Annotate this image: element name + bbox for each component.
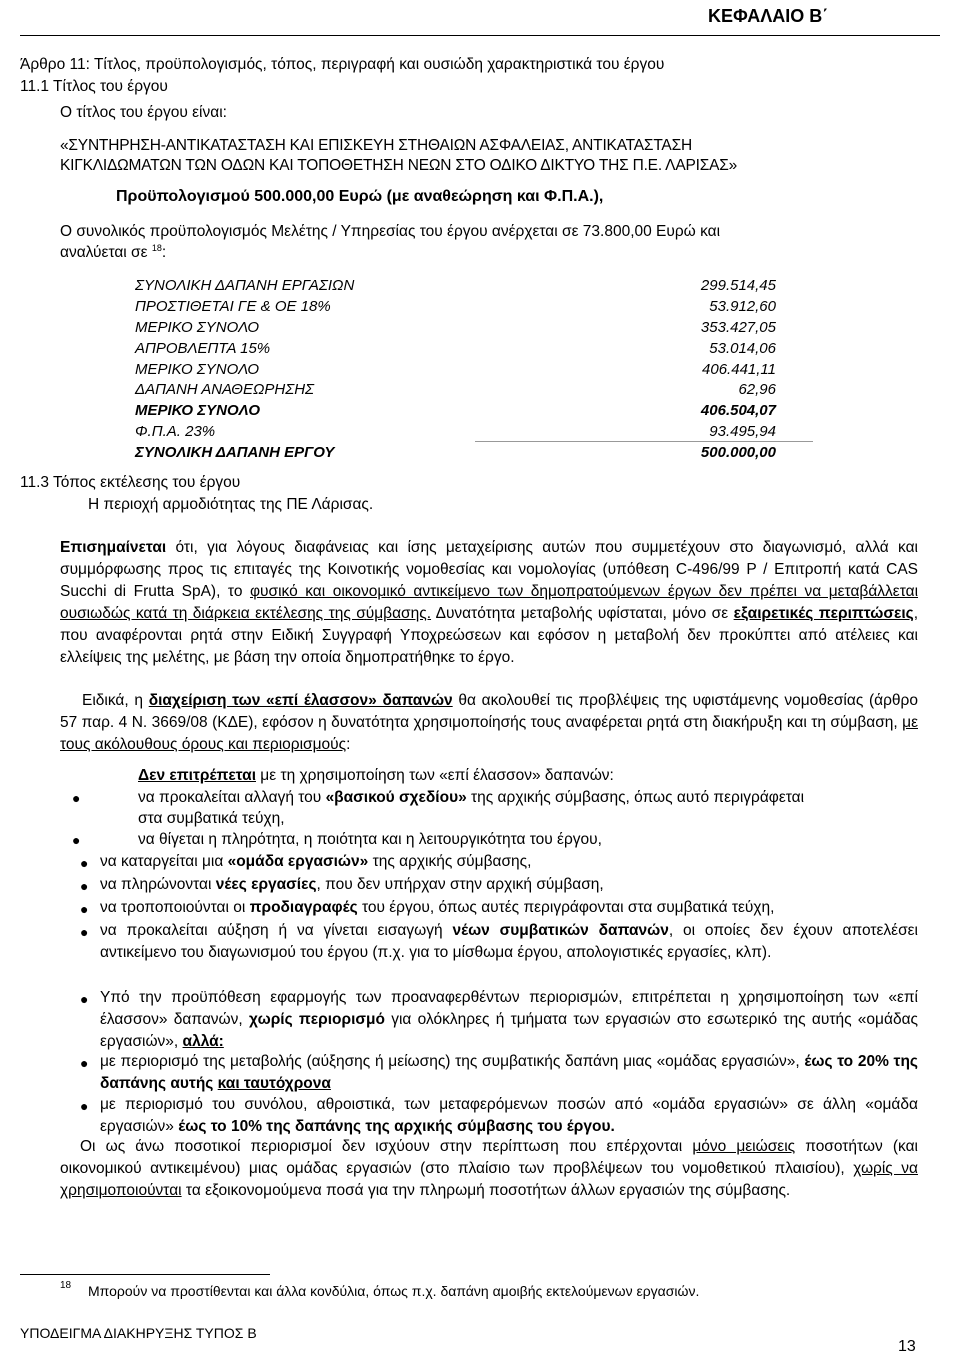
bullet-work-group: [100, 853, 531, 871]
budget-desc-colon: :: [161, 244, 167, 261]
bullet-bold-underlined: αλλά:: [182, 1033, 224, 1050]
bullet-bold: νέες εργασίες: [215, 876, 317, 893]
bullet-completeness: να θίγεται η πληρότητα, η ποιότητα και η λειτουργικότητα του έργου,: [138, 831, 602, 848]
bullet-text: με περιορισμό της μεταβολής (αύξησης ή μείωσης) της συμβατικής δαπάνη μιας «ομάδας εργασιών»,: [100, 1053, 805, 1070]
bullet-bold: έως το 10% της δαπάνης της αρχικής σύμβασης του έργου.: [178, 1118, 615, 1135]
footer-title: ΥΠΟΔΕΙΓΜΑ ΔΙΑΚΗΡΥΞΗΣ ΤΥΠΟΣ Β: [20, 1325, 257, 1341]
budget-line: Προϋπολογισμού 500.000,00 Ευρώ (με αναθεώρηση και Φ.Π.Α.),: [116, 188, 604, 205]
bullet-text: του έργου, όπως αυτές περιγράφονται στα συμβατικά τεύχη,: [357, 899, 775, 916]
not-allowed-rest: με τη χρησιμοποίηση των «επί έλασσον» δαπανών:: [256, 767, 614, 784]
cost-value: 500.000,00: [700, 444, 776, 461]
bullet-icon: ●: [80, 855, 89, 871]
paragraph-text: ότι, για λόγους διαφάνειας και ίσης μεταχείρισης αυτών που συμμετέχουν στο διαγωνισμό, αλλά και συμμόρφωσης προς τις επιταγές της Κοινοτικής νομοθεσίας και νομολογίας (υπόθεση C-496/99 Ρ / Επιτροπή κατά CAS Succhi di Frutta SpA), το: [60, 539, 918, 600]
bullet-icon: ●: [80, 1055, 89, 1071]
paragraph-text: , που αναφέρονται ρητά στην Ειδική Συγγραφή Υποχρεώσεων και εφόσον η μεταβολή δεν προκύπτει από ατέλειες και ελλείψεις της μελέτης, με βάση την οποία δημοπρατήθηκε το έργο.: [60, 605, 918, 666]
bullet-condition: [100, 987, 918, 1053]
bullet-bold: προδιαγραφές: [249, 899, 358, 916]
article-title: Άρθρο 11: Τίτλος, προϋπολογισμός, τόπος, περιγραφή και ουσιώδη χαρακτηριστικά του έργου: [20, 56, 665, 73]
bullet-basic-design: [138, 789, 804, 807]
cost-label: ΑΠΡΟΒΛΕΠΤΑ 15%: [135, 340, 271, 357]
footnote-text: Μπορούν να προστίθενται και άλλα κονδύλια, όπως π.χ. δαπάνη αμοιβής εκτελούμενων εργασιών.: [88, 1283, 700, 1299]
bullet-text: για ολόκληρες ή τμήματα των εργασιών στο εσωτερικό της αυτής «ομάδας εργασιών»,: [100, 1011, 918, 1050]
chapter-heading: ΚΕΦΑΛΑΙΟ Β΄: [708, 6, 829, 26]
cost-label: ΠΡΟΣΤΙΘΕΤΑΙ ΓΕ & ΟΕ 18%: [135, 298, 331, 315]
bullet-bold: «ομάδα εργασιών»: [227, 853, 369, 870]
cost-label: ΣΥΝΟΛΙΚΗ ΔΑΠΑΝΗ ΕΡΓΟΥ: [135, 444, 335, 461]
expenses-paragraph: [60, 690, 918, 756]
bullet-text: της αρχικής σύμβασης,: [368, 853, 532, 870]
bullet-text: να προκαλείται αύξηση ή να γίνεται εισαγωγή: [100, 922, 453, 939]
bullet-text: με περιορισμό του συνόλου, αθροιστικά, των μεταφερόμενων ποσών από «ομάδα εργασιών» σε άλλη «ομάδα εργασιών»: [100, 1096, 918, 1135]
bullet-new-work: [100, 876, 604, 894]
bullet-text: της αρχικής σύμβασης, όπως αυτό περιγράφεται: [466, 789, 805, 806]
cost-value: 93.495,94: [709, 423, 776, 440]
underlined-text: χωρίς να χρησιμοποιούνται: [60, 1160, 918, 1199]
bullet-icon: ●: [80, 991, 89, 1007]
location-text: Η περιοχή αρμοδιότητας της ΠΕ Λάρισας.: [88, 496, 374, 513]
bullet-bold-underlined: και ταυτόχρονα: [217, 1075, 331, 1092]
paragraph-text: Οι ως άνω ποσοτικοί περιορισμοί δεν ισχύουν στην περίπτωση που επέρχονται: [80, 1138, 693, 1155]
paragraph-text: Δυνατότητα μεταβολής υφίσταται, μόνο σε: [431, 605, 734, 622]
bullet-icon: ●: [72, 790, 81, 806]
cost-label: ΣΥΝΟΛΙΚΗ ΔΑΠΑΝΗ ΕΡΓΑΣΙΩΝ: [135, 277, 355, 294]
not-allowed-lead: Δεν επιτρέπεται: [138, 767, 256, 784]
budget-desc-line-2: [60, 244, 166, 262]
budget-desc-line-1: Ο συνολικός προϋπολογισμός Μελέτης / Υπηρεσίας του έργου ανέρχεται σε 73.800,00 Ευρώ και: [60, 223, 721, 240]
project-title-line-1: «ΣΥΝΤΗΡΗΣΗ-ΑΝΤΙΚΑΤΑΣΤΑΣΗ ΚΑΙ ΕΠΙΣΚΕΥΗ ΣΤΗΘΑΙΩΝ ΑΣΦΑΛΕΙΑΣ, ΑΝΤΙΚΑΤΑΣΤΑΣΗ: [60, 137, 692, 154]
bullet-20-percent: [100, 1051, 918, 1095]
bullet-text: να καταργείται μια: [100, 853, 228, 870]
limits-paragraph: [60, 1136, 918, 1202]
paragraph-text: :: [346, 736, 351, 753]
budget-desc-text: αναλύεται σε: [60, 244, 148, 261]
bullet-bold: νέων συμβατικών δαπανών: [452, 922, 669, 939]
cost-label: ΜΕΡΙΚΟ ΣΥΝΟΛΟ: [135, 319, 260, 336]
bullet-text: να προκαλείται αλλαγή του: [138, 789, 326, 806]
cost-label: ΜΕΡΙΚΟ ΣΥΝΟΛΟ: [135, 402, 260, 419]
bullet-continuation: στα συμβατικά τεύχη,: [138, 810, 285, 827]
bullet-text: , που δεν υπήρχαν στην αρχική σύμβαση,: [316, 876, 604, 893]
cost-label: Φ.Π.Α. 23%: [135, 423, 216, 440]
bullet-icon: ●: [80, 878, 89, 894]
cost-value: 353.427,05: [700, 319, 776, 336]
underlined-text: μόνο μειώσεις: [692, 1138, 796, 1155]
cost-value: 406.441,11: [702, 361, 776, 378]
bullet-text: να τροποποιούνται οι: [100, 899, 250, 916]
underlined-text: εξαιρετικές περιπτώσεις: [733, 605, 914, 622]
bullet-bold: «βασικού σχεδίου»: [325, 789, 467, 806]
bullet-text: , οι οποίες δεν έχουν αποτελέσει αντικείμενο του διαγωνισμού του έργου (π.χ. για το μίσθωμα έργου, απολογιστικές εργασίες, κλπ).: [100, 922, 918, 961]
paragraph-lead: Επισημαίνεται: [60, 539, 167, 556]
bullet-icon: ●: [80, 1098, 89, 1114]
bullet-specs: [100, 899, 774, 917]
bullet-text: Υπό την προϋπόθεση εφαρμογής των προαναφερθέντων περιορισμών, επιτρέπεται η χρησιμοποίηση των «επί έλασσον» δαπανών,: [100, 989, 918, 1028]
header-rule: [20, 35, 940, 36]
page-number: 13: [898, 1338, 916, 1355]
cost-label: ΔΑΠΑΝΗ ΑΝΑΘΕΩΡΗΣΗΣ: [135, 381, 315, 398]
project-title-line-2: ΚΙΓΚΛΙΔΩΜΑΤΩΝ ΤΩΝ ΟΔΩΝ ΚΑΙ ΤΟΠΟΘΕΤΗΣΗ ΝΕΩΝ ΣΤΟ ΟΔΙΚΟ ΔΙΚΤΥΟ ΤΗΣ Π.Ε. ΛΑΡΙΣΑΣ»: [60, 157, 738, 174]
cost-label: ΜΕΡΙΚΟ ΣΥΝΟΛΟ: [135, 361, 260, 378]
bullet-icon: ●: [80, 901, 89, 917]
cost-value: 299.514,45: [700, 277, 776, 294]
bullet-text: να πληρώνονται: [100, 876, 216, 893]
paragraph-text: θα ακολουθεί τις προβλέψεις της υφιστάμενης νομοθεσίας (άρθρο 57 παρ. 4 Ν. 3669/08 (ΚΔΕ), εφόσον η δυνατότητα χρησιμοποίησής τους αναφέρεται ρητά στη διακήρυξη και τη σύμβαση,: [60, 692, 918, 731]
bullet-bold: έως το 20% της δαπάνης αυτής: [100, 1053, 918, 1092]
bullet-icon: ●: [80, 924, 89, 940]
not-allowed-heading: [138, 767, 614, 785]
bullet-new-expenses: [100, 920, 918, 964]
cost-value: 406.504,07: [700, 402, 776, 419]
footnote-ref: 18: [151, 242, 162, 253]
bullet-10-percent: [100, 1094, 918, 1138]
underlined-text: με τους ακόλουθους όρους και περιορισμούς: [60, 714, 918, 753]
cost-value: 62,96: [738, 381, 776, 398]
cost-total-rule: [475, 441, 813, 442]
bullet-bold: χωρίς περιορισμό: [249, 1011, 385, 1028]
footnote-rule: [20, 1274, 270, 1275]
cost-value: 53.014,06: [709, 340, 776, 357]
paragraph-text: ποσοτήτων (και οικονομικού αντικειμένου) μιας ομάδας εργασιών (στο πλαίσιο των προβλέψεων του νομοθετικού πλαισίου),: [60, 1138, 918, 1177]
section-11-3: 11.3 Τόπος εκτέλεσης του έργου: [20, 474, 241, 491]
bullet-icon: ●: [72, 832, 81, 848]
section-11-1: 11.1 Τίτλος του έργου: [20, 78, 168, 95]
footnote-number: 18: [60, 1280, 72, 1291]
transparency-paragraph: [60, 537, 918, 669]
title-intro: Ο τίτλος του έργου είναι:: [60, 104, 227, 121]
paragraph-text: τα εξοικονομούμενα ποσά για την πληρωμή ποσοτήτων άλλων εργασιών της σύμβασης.: [181, 1182, 791, 1199]
cost-value: 53.912,60: [709, 298, 776, 315]
underlined-text: διαχείριση των «επί έλασσον» δαπανών: [148, 692, 453, 709]
paragraph-text: Ειδικά, η: [82, 692, 149, 709]
underlined-text: φυσικό και οικονομικό αντικείμενο των δημοπρατούμενων έργων δεν πρέπει να μεταβάλλεται ουσιωδώς κατά τη διάρκεια εκτέλεσης της σύμβασης.: [60, 583, 919, 622]
